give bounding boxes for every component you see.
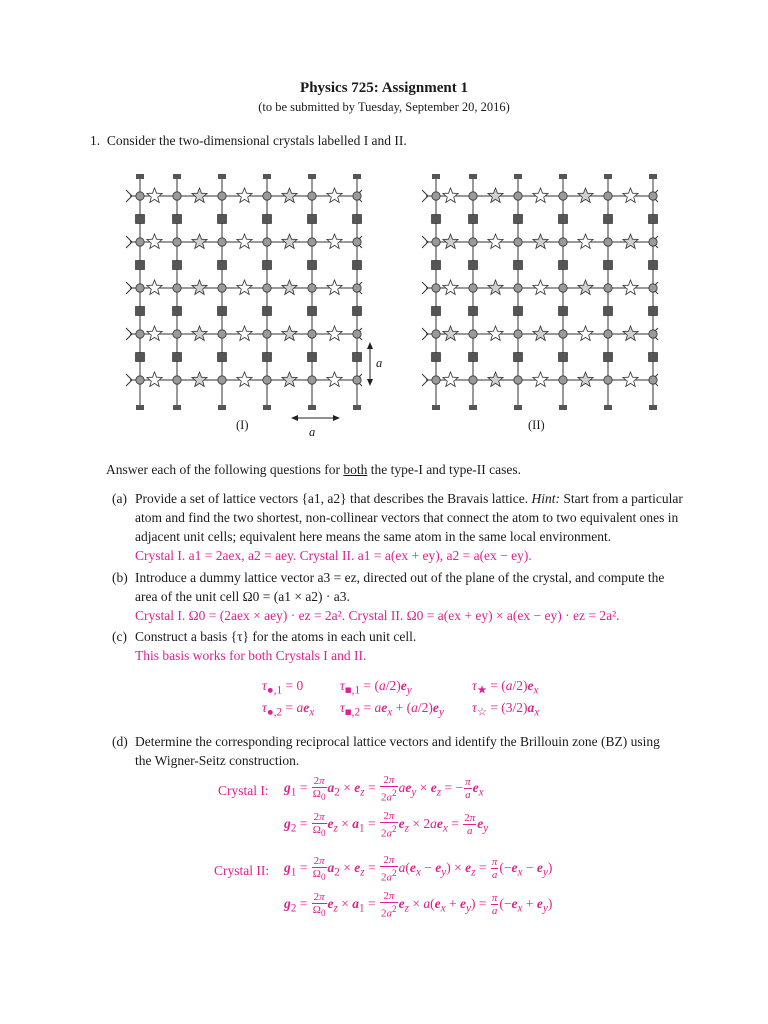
atom-square-cap — [136, 174, 144, 179]
atom-square — [353, 353, 362, 362]
atom-square — [604, 261, 613, 270]
part-b-answer: Crystal I. Ω0 = (2aex × aey) · ez = 2a². Crystal II. Ω0 = a(ex + ey) × a(ex − ey) · ez = 2a². — [135, 608, 620, 623]
atom-star-filled — [488, 280, 503, 295]
atom-square — [649, 215, 658, 224]
atom-square-cap — [432, 405, 440, 410]
atom-circle — [136, 284, 144, 292]
atom-circle — [218, 284, 226, 292]
part-d-line2: the Wigner-Seitz construction. — [135, 753, 300, 768]
atom-star-filled — [192, 372, 207, 387]
atom-square-cap — [173, 405, 181, 410]
atom-square — [136, 261, 145, 270]
atom-circle — [432, 376, 440, 384]
crystal-lattice-II — [420, 172, 660, 412]
atom-star-filled — [488, 188, 503, 203]
atom-square — [263, 353, 272, 362]
atom-circle — [173, 376, 181, 384]
atom-square — [308, 307, 317, 316]
part-b-line2: area of the unit cell Ω0 = (a1 × a2) · a3. — [135, 589, 350, 604]
atom-circle — [136, 238, 144, 246]
part-d — [112, 732, 684, 770]
atom-circle — [649, 330, 657, 338]
g2-crystal-II: $g_2$ = $\frac{2\pi}{\Omega_0}$ $e_z \times a_1$ = $\frac{2\pi}{2a^2}$ $e_z \times a(e_x + e_y)$ = $\frac{\pi}{a}$ $(-e_x + e_y)$ — [284, 890, 553, 920]
atom-circle — [559, 238, 567, 246]
atom-star-filled — [282, 326, 297, 341]
atom-star-open — [623, 280, 638, 295]
figure-label-II: (II) — [528, 418, 545, 432]
atom-star-open — [533, 280, 548, 295]
atom-square — [649, 261, 658, 270]
atom-circle — [469, 330, 477, 338]
atom-star-open — [578, 234, 593, 249]
atom-square — [514, 307, 523, 316]
tau-square-1: $\tau_{■,1} = (a/2)e_y$ — [340, 678, 412, 697]
atom-circle — [173, 330, 181, 338]
atom-square — [469, 261, 478, 270]
atom-square — [218, 215, 227, 224]
atom-star-open — [327, 280, 342, 295]
page-title: Physics 725: Assignment 1 — [300, 80, 468, 96]
atom-square — [604, 215, 613, 224]
dimension-label-vertical: a — [376, 356, 383, 370]
atom-square-cap — [308, 405, 316, 410]
atom-square — [649, 307, 658, 316]
atom-square-cap — [604, 174, 612, 179]
atom-star-open — [237, 234, 252, 249]
atom-star-open — [488, 234, 503, 249]
atom-circle — [469, 284, 477, 292]
hint-label: Hint: — [531, 491, 560, 506]
crystal-lattice-I — [124, 172, 364, 412]
intro-underlined: both — [343, 462, 368, 477]
atom-star-filled — [282, 372, 297, 387]
instructions — [106, 462, 521, 478]
atom-circle — [432, 192, 440, 200]
atom-star-open — [147, 372, 162, 387]
atom-star-filled — [282, 188, 297, 203]
tau-star-open: $\tau_☆ = (3/2)a_x$ — [472, 700, 540, 719]
tau-square-2: $\tau_{■,2} = ae_x + (a/2)e_y$ — [340, 700, 444, 719]
atom-circle — [432, 238, 440, 246]
atom-square — [604, 353, 613, 362]
crystal-II-label: Crystal II: — [214, 863, 270, 878]
atom-circle — [136, 330, 144, 338]
atom-circle — [136, 376, 144, 384]
question-number: 1. — [90, 133, 101, 148]
atom-square-cap — [308, 174, 316, 179]
atom-circle — [559, 376, 567, 384]
dimension-arrow-horizontal — [290, 412, 342, 424]
atom-square — [218, 307, 227, 316]
atom-star-open — [533, 188, 548, 203]
atom-star-open — [147, 326, 162, 341]
atom-square — [432, 307, 441, 316]
atom-star-filled — [623, 234, 638, 249]
atom-square-cap — [559, 174, 567, 179]
atom-square-cap — [173, 174, 181, 179]
atom-star-open — [237, 326, 252, 341]
atom-circle — [173, 192, 181, 200]
atom-square-cap — [353, 405, 361, 410]
tau-circle-2: $\tau_{●,2} = ae_x$ — [262, 700, 315, 719]
atom-square — [218, 353, 227, 362]
atom-circle — [353, 284, 361, 292]
atom-square — [308, 353, 317, 362]
atom-square-cap — [469, 174, 477, 179]
atom-square — [136, 353, 145, 362]
atom-circle — [559, 284, 567, 292]
atom-circle — [353, 192, 361, 200]
atom-circle — [649, 192, 657, 200]
atom-star-open — [147, 188, 162, 203]
atom-square — [649, 353, 658, 362]
atom-square-cap — [218, 405, 226, 410]
atom-star-filled — [443, 234, 458, 249]
atom-square — [514, 353, 523, 362]
atom-square — [218, 261, 227, 270]
atom-square-cap — [136, 405, 144, 410]
intro-text-end: the type-I and type-II cases. — [367, 462, 522, 477]
atom-star-open — [578, 326, 593, 341]
atom-circle — [308, 284, 316, 292]
atom-square — [559, 307, 568, 316]
atom-star-filled — [578, 188, 593, 203]
atom-star-open — [237, 372, 252, 387]
atom-square — [432, 215, 441, 224]
g1-crystal-I: $g_1$ = $\frac{2\pi}{\Omega_0}$ $a_2 \times e_z$ = $\frac{2\pi}{2a^2}$ $ae_y \times e_z$ = − $\frac{\pi}{a}$ $e_x$ — [284, 774, 484, 804]
part-b-label: (b) — [112, 570, 128, 585]
atom-star-open — [443, 372, 458, 387]
atom-circle — [218, 330, 226, 338]
dimension-label-horizontal: a — [309, 425, 316, 439]
atom-star-filled — [192, 326, 207, 341]
atom-star-filled — [192, 234, 207, 249]
atom-square — [432, 353, 441, 362]
atom-square — [469, 307, 478, 316]
atom-star-filled — [533, 234, 548, 249]
tau-circle-1: $\tau_{●,1} = 0$ — [262, 678, 304, 697]
atom-circle — [263, 192, 271, 200]
atom-square — [263, 307, 272, 316]
g2-crystal-I: $g_2$ = $\frac{2\pi}{\Omega_0}$ $e_z \times a_1$ = $\frac{2\pi}{2a^2}$ $e_z \times 2ae_x$ = $\frac{2\pi}{a}$ $e_y$ — [284, 810, 489, 840]
atom-circle — [514, 192, 522, 200]
atom-circle — [649, 284, 657, 292]
atom-square — [173, 261, 182, 270]
question-text: Consider the two-dimensional crystals labelled I and II. — [106, 133, 407, 148]
atom-square — [173, 353, 182, 362]
question-1 — [90, 133, 407, 149]
part-d-line1: Determine the corresponding reciprocal lattice vectors and identify the Brillouin zone (BZ) using — [135, 734, 660, 749]
atom-square-cap — [469, 405, 477, 410]
atom-star-open — [327, 234, 342, 249]
atom-star-filled — [533, 326, 548, 341]
atom-square — [514, 261, 523, 270]
atom-square — [353, 261, 362, 270]
atom-star-open — [443, 188, 458, 203]
atom-square-cap — [218, 174, 226, 179]
atom-square — [559, 353, 568, 362]
atom-circle — [353, 376, 361, 384]
atom-star-filled — [488, 372, 503, 387]
part-d-label: (d) — [112, 734, 128, 749]
g1-crystal-II: $g_1$ = $\frac{2\pi}{\Omega_0}$ $a_2 \times e_z$ = $\frac{2\pi}{2a^2}$ $a(e_x - e_y) \times e_z$ = $\frac{\pi}{a}$ $(-e_x - e_y)$ — [284, 854, 553, 884]
atom-square — [514, 215, 523, 224]
atom-square — [469, 353, 478, 362]
atom-square — [136, 307, 145, 316]
atom-square — [353, 215, 362, 224]
atom-circle — [218, 238, 226, 246]
atom-circle — [649, 376, 657, 384]
atom-circle — [604, 330, 612, 338]
atom-circle — [604, 192, 612, 200]
atom-star-open — [327, 326, 342, 341]
atom-circle — [514, 330, 522, 338]
atom-star-open — [623, 372, 638, 387]
atom-square-cap — [559, 405, 567, 410]
part-c-answer: This basis works for both Crystals I and II. — [135, 648, 367, 663]
atom-square — [432, 261, 441, 270]
atom-square-cap — [432, 174, 440, 179]
atom-star-open — [443, 280, 458, 295]
atom-square — [559, 215, 568, 224]
part-c-line1: Construct a basis {τ} for the atoms in each unit cell. — [135, 629, 417, 644]
atom-circle — [263, 330, 271, 338]
atom-circle — [263, 376, 271, 384]
atom-circle — [263, 238, 271, 246]
atom-circle — [308, 192, 316, 200]
part-c-label: (c) — [112, 629, 127, 644]
part-a-line1: Provide a set of lattice vectors {a1, a2} that describes the Bravais lattice. — [135, 491, 529, 506]
atom-square — [263, 261, 272, 270]
atom-circle — [432, 284, 440, 292]
part-c — [112, 627, 684, 665]
atom-square-cap — [604, 405, 612, 410]
atom-circle — [604, 284, 612, 292]
atom-circle — [308, 330, 316, 338]
atom-square-cap — [263, 405, 271, 410]
atom-circle — [649, 238, 657, 246]
atom-circle — [559, 330, 567, 338]
atom-square-cap — [514, 405, 522, 410]
atom-star-open — [533, 372, 548, 387]
atom-star-filled — [443, 326, 458, 341]
atom-square — [308, 215, 317, 224]
atom-star-open — [237, 280, 252, 295]
figure-label-I: (I) — [236, 418, 249, 432]
atom-star-open — [488, 326, 503, 341]
atom-star-filled — [192, 188, 207, 203]
atom-circle — [469, 192, 477, 200]
atom-square — [173, 215, 182, 224]
atom-star-open — [237, 188, 252, 203]
atom-star-open — [327, 372, 342, 387]
atom-star-open — [147, 234, 162, 249]
atom-star-filled — [578, 372, 593, 387]
part-a-line2: atom and find the two shortest, non-collinear vectors that connect the atom to two equivalent ones in — [135, 510, 679, 525]
atom-square — [353, 307, 362, 316]
part-a — [112, 489, 684, 565]
atom-circle — [469, 238, 477, 246]
crystal-I-label: Crystal I: — [218, 783, 269, 798]
atom-square — [136, 215, 145, 224]
atom-square-cap — [353, 174, 361, 179]
atom-square — [308, 261, 317, 270]
tau-star-filled: $\tau_★ = (a/2)e_x$ — [472, 678, 539, 697]
part-b — [112, 568, 684, 625]
atom-square — [263, 215, 272, 224]
atom-circle — [353, 330, 361, 338]
atom-circle — [559, 192, 567, 200]
part-a-answer: Crystal I. a1 = 2aex, a2 = aey. Crystal II. a1 = a(ex + ey), a2 = a(ex − ey). — [135, 548, 532, 563]
part-b-line1: Introduce a dummy lattice vector a3 = ez, directed out of the plane of the crystal, and compute the — [135, 570, 665, 585]
atom-square-cap — [649, 174, 657, 179]
atom-star-open — [623, 188, 638, 203]
part-a-line1b: Start from a particular — [563, 491, 683, 506]
atom-circle — [353, 238, 361, 246]
atom-circle — [514, 238, 522, 246]
atom-star-filled — [192, 280, 207, 295]
part-a-line3: adjacent unit cells; equivalent here means the same atom in the same local environment. — [135, 529, 612, 544]
atom-circle — [514, 284, 522, 292]
atom-square — [604, 307, 613, 316]
atom-circle — [136, 192, 144, 200]
atom-circle — [604, 376, 612, 384]
atom-star-filled — [623, 326, 638, 341]
intro-text: Answer each of the following questions for — [106, 462, 344, 477]
atom-circle — [514, 376, 522, 384]
atom-star-filled — [282, 280, 297, 295]
atom-circle — [604, 238, 612, 246]
atom-square — [559, 261, 568, 270]
atom-star-open — [147, 280, 162, 295]
atom-circle — [308, 238, 316, 246]
atom-circle — [218, 192, 226, 200]
atom-star-filled — [578, 280, 593, 295]
atom-square — [173, 307, 182, 316]
atom-circle — [173, 238, 181, 246]
atom-square-cap — [649, 405, 657, 410]
atom-square-cap — [263, 174, 271, 179]
part-a-label: (a) — [112, 491, 127, 506]
page-subtitle: (to be submitted by Tuesday, September 20, 2016) — [258, 100, 510, 114]
atom-circle — [218, 376, 226, 384]
atom-circle — [308, 376, 316, 384]
atom-circle — [469, 376, 477, 384]
atom-circle — [432, 330, 440, 338]
atom-circle — [173, 284, 181, 292]
atom-star-filled — [282, 234, 297, 249]
atom-square-cap — [514, 174, 522, 179]
atom-square — [469, 215, 478, 224]
atom-star-open — [327, 188, 342, 203]
atom-circle — [263, 284, 271, 292]
